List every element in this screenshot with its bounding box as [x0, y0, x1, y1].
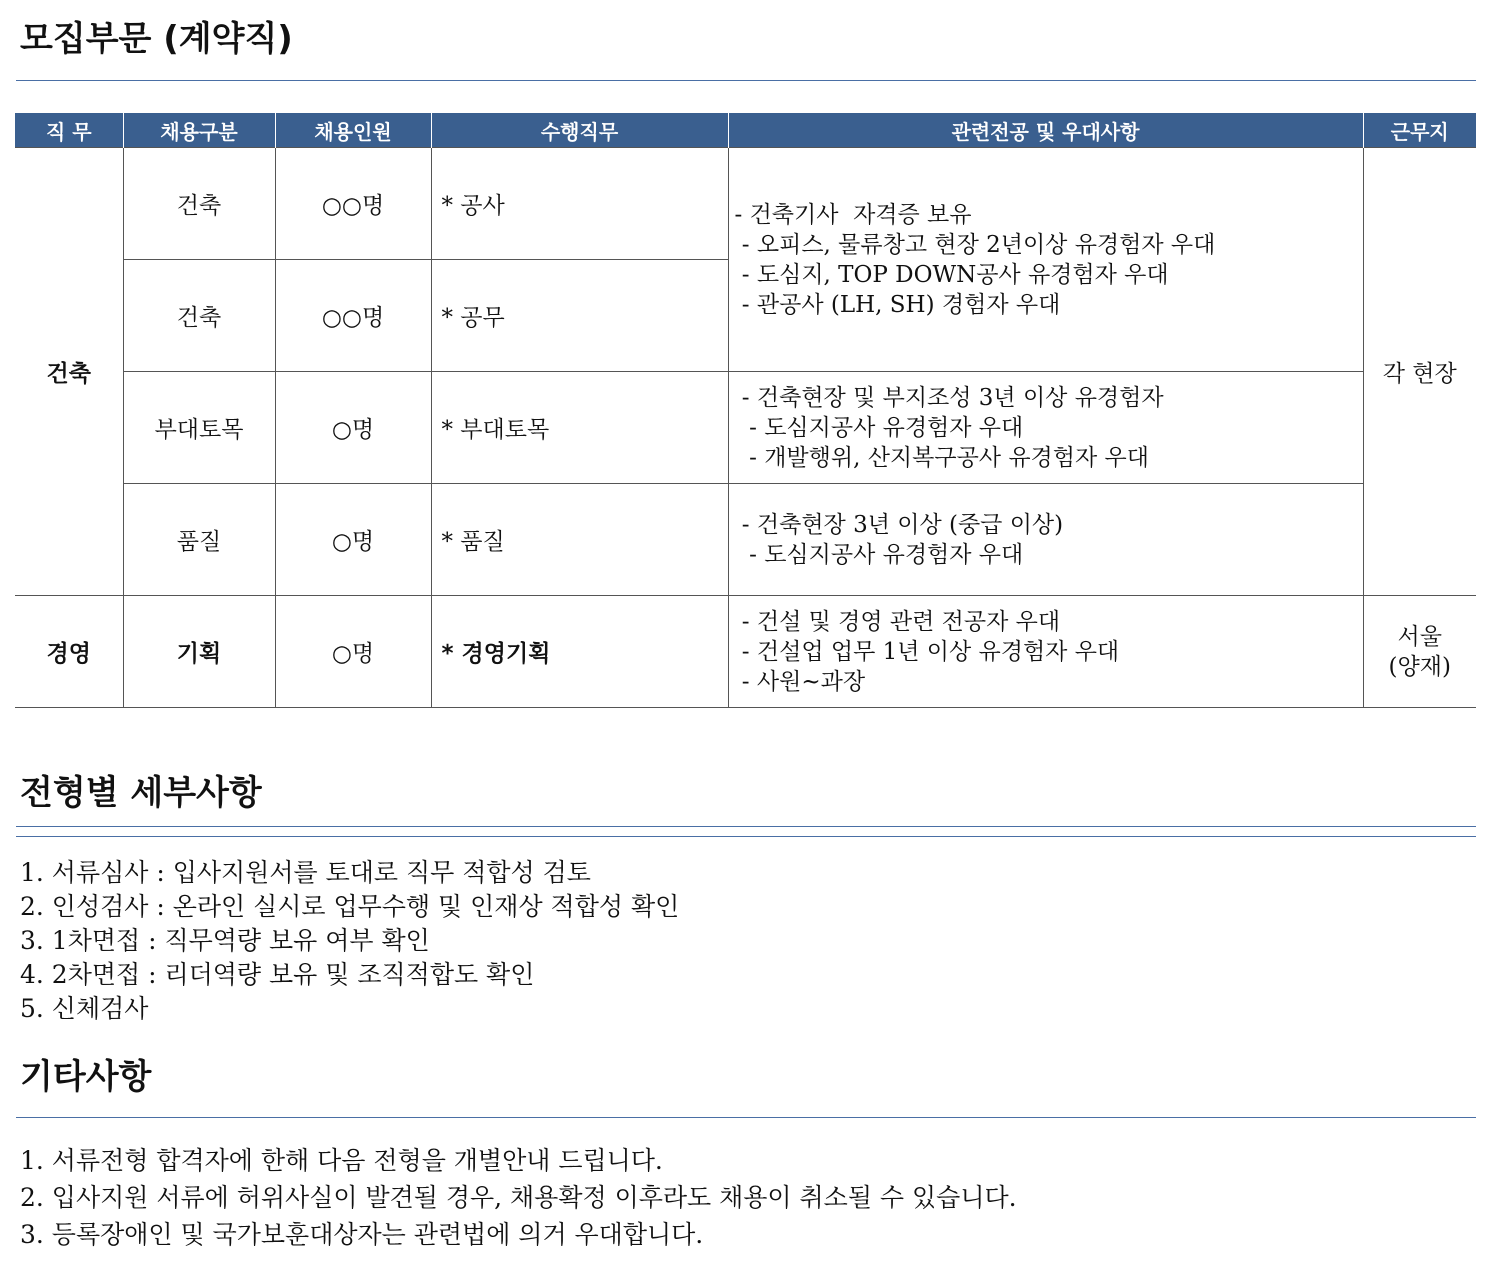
- major-line: - 개발행위, 산지복구공사 유경험자 우대: [734, 444, 1149, 471]
- header-location: 근무지: [1363, 113, 1476, 148]
- section-title-recruitment: 모집부문 (계약직): [20, 19, 293, 59]
- list-item: 2. 입사지원 서류에 허위사실이 발견될 경우, 채용확정 이후라도 채용이 취소될 수 있습니다.: [20, 1183, 1017, 1212]
- list-item: 1. 서류심사 : 입사지원서를 토대로 직무 적합성 검토: [20, 858, 591, 887]
- list-item: 5. 신체검사: [20, 994, 149, 1023]
- major-line: - 건설업 업무 1년 이상 유경험자 우대: [734, 638, 1120, 665]
- table-row: [15, 148, 1476, 260]
- list-item: 1. 서류전형 합격자에 한해 다음 전형을 개별안내 드립니다.: [20, 1146, 663, 1175]
- headcount-cell: ○○명: [275, 148, 431, 260]
- category-cell: 건축: [123, 260, 275, 372]
- header-duty: 수행직무: [431, 113, 728, 148]
- major-cell-quality: [728, 484, 1363, 596]
- major-cell-civil: [728, 372, 1363, 484]
- category-cell: 부대토목: [123, 372, 275, 484]
- screening-steps-list: [20, 856, 679, 1026]
- table-row: [15, 596, 1476, 708]
- headcount-cell: ○명: [275, 596, 431, 708]
- major-line: - 건축현장 및 부지조성 3년 이상 유경험자: [734, 384, 1164, 411]
- headcount-cell: ○명: [275, 372, 431, 484]
- major-cell-construction: [728, 148, 1363, 372]
- duty-cell: * 부대토목: [431, 372, 728, 484]
- duty-cell: * 공무: [431, 260, 728, 372]
- section-divider: [16, 836, 1476, 837]
- table-row: [15, 372, 1476, 484]
- list-item: 3. 1차면접 : 직무역량 보유 여부 확인: [20, 926, 430, 955]
- section-title-other: 기타사항: [20, 1057, 152, 1097]
- location-line: 서울: [1397, 623, 1442, 650]
- location-sites: 각 현장: [1363, 148, 1476, 596]
- headcount-cell: ○명: [275, 484, 431, 596]
- header-headcount: 채용인원: [275, 113, 431, 148]
- major-line: - 건축현장 3년 이상 (중급 이상): [734, 511, 1064, 538]
- major-line: - 건설 및 경영 관련 전공자 우대: [734, 608, 1061, 635]
- category-cell: 기획: [123, 596, 275, 708]
- header-major: 관련전공 및 우대사항: [728, 113, 1363, 148]
- table-header-row: [15, 113, 1476, 148]
- recruitment-table: [15, 113, 1476, 708]
- job-group-architecture: 건축: [15, 148, 123, 596]
- major-line: - 도심지공사 유경험자 우대: [734, 414, 1024, 441]
- major-line: - 건축기사 자격증 보유: [734, 201, 972, 228]
- location-line: (양재): [1388, 653, 1451, 680]
- major-line: - 도심지공사 유경험자 우대: [734, 541, 1024, 568]
- section-divider: [16, 80, 1476, 81]
- list-item: 3. 등록장애인 및 국가보훈대상자는 관련법에 의거 우대합니다.: [20, 1220, 704, 1249]
- job-group-management: 경영: [15, 596, 123, 708]
- major-line: - 오피스, 물류창고 현장 2년이상 유경험자 우대: [734, 231, 1216, 258]
- section-divider: [16, 1117, 1476, 1118]
- section-title-screening: 전형별 세부사항: [20, 773, 262, 813]
- list-item: 2. 인성검사 : 온라인 실시로 업무수행 및 인재상 적합성 확인: [20, 892, 680, 921]
- duty-cell: * 품질: [431, 484, 728, 596]
- header-category: 채용구분: [123, 113, 275, 148]
- duty-cell: * 공사: [431, 148, 728, 260]
- header-job: 직 무: [15, 113, 123, 148]
- location-seoul: [1363, 596, 1476, 708]
- section-divider: [16, 826, 1476, 827]
- major-line: - 도심지, TOP DOWN공사 유경험자 우대: [734, 261, 1169, 288]
- category-cell: 품질: [123, 484, 275, 596]
- table-row: [15, 484, 1476, 596]
- duty-cell: * 경영기획: [431, 596, 728, 708]
- category-cell: 건축: [123, 148, 275, 260]
- major-cell-planning: [728, 596, 1363, 708]
- list-item: 4. 2차면접 : 리더역량 보유 및 조직적합도 확인: [20, 960, 535, 989]
- major-line: - 사원~과장: [734, 668, 866, 695]
- other-notes-list: [20, 1142, 1017, 1253]
- major-line: - 관공사 (LH, SH) 경험자 우대: [734, 291, 1061, 318]
- headcount-cell: ○○명: [275, 260, 431, 372]
